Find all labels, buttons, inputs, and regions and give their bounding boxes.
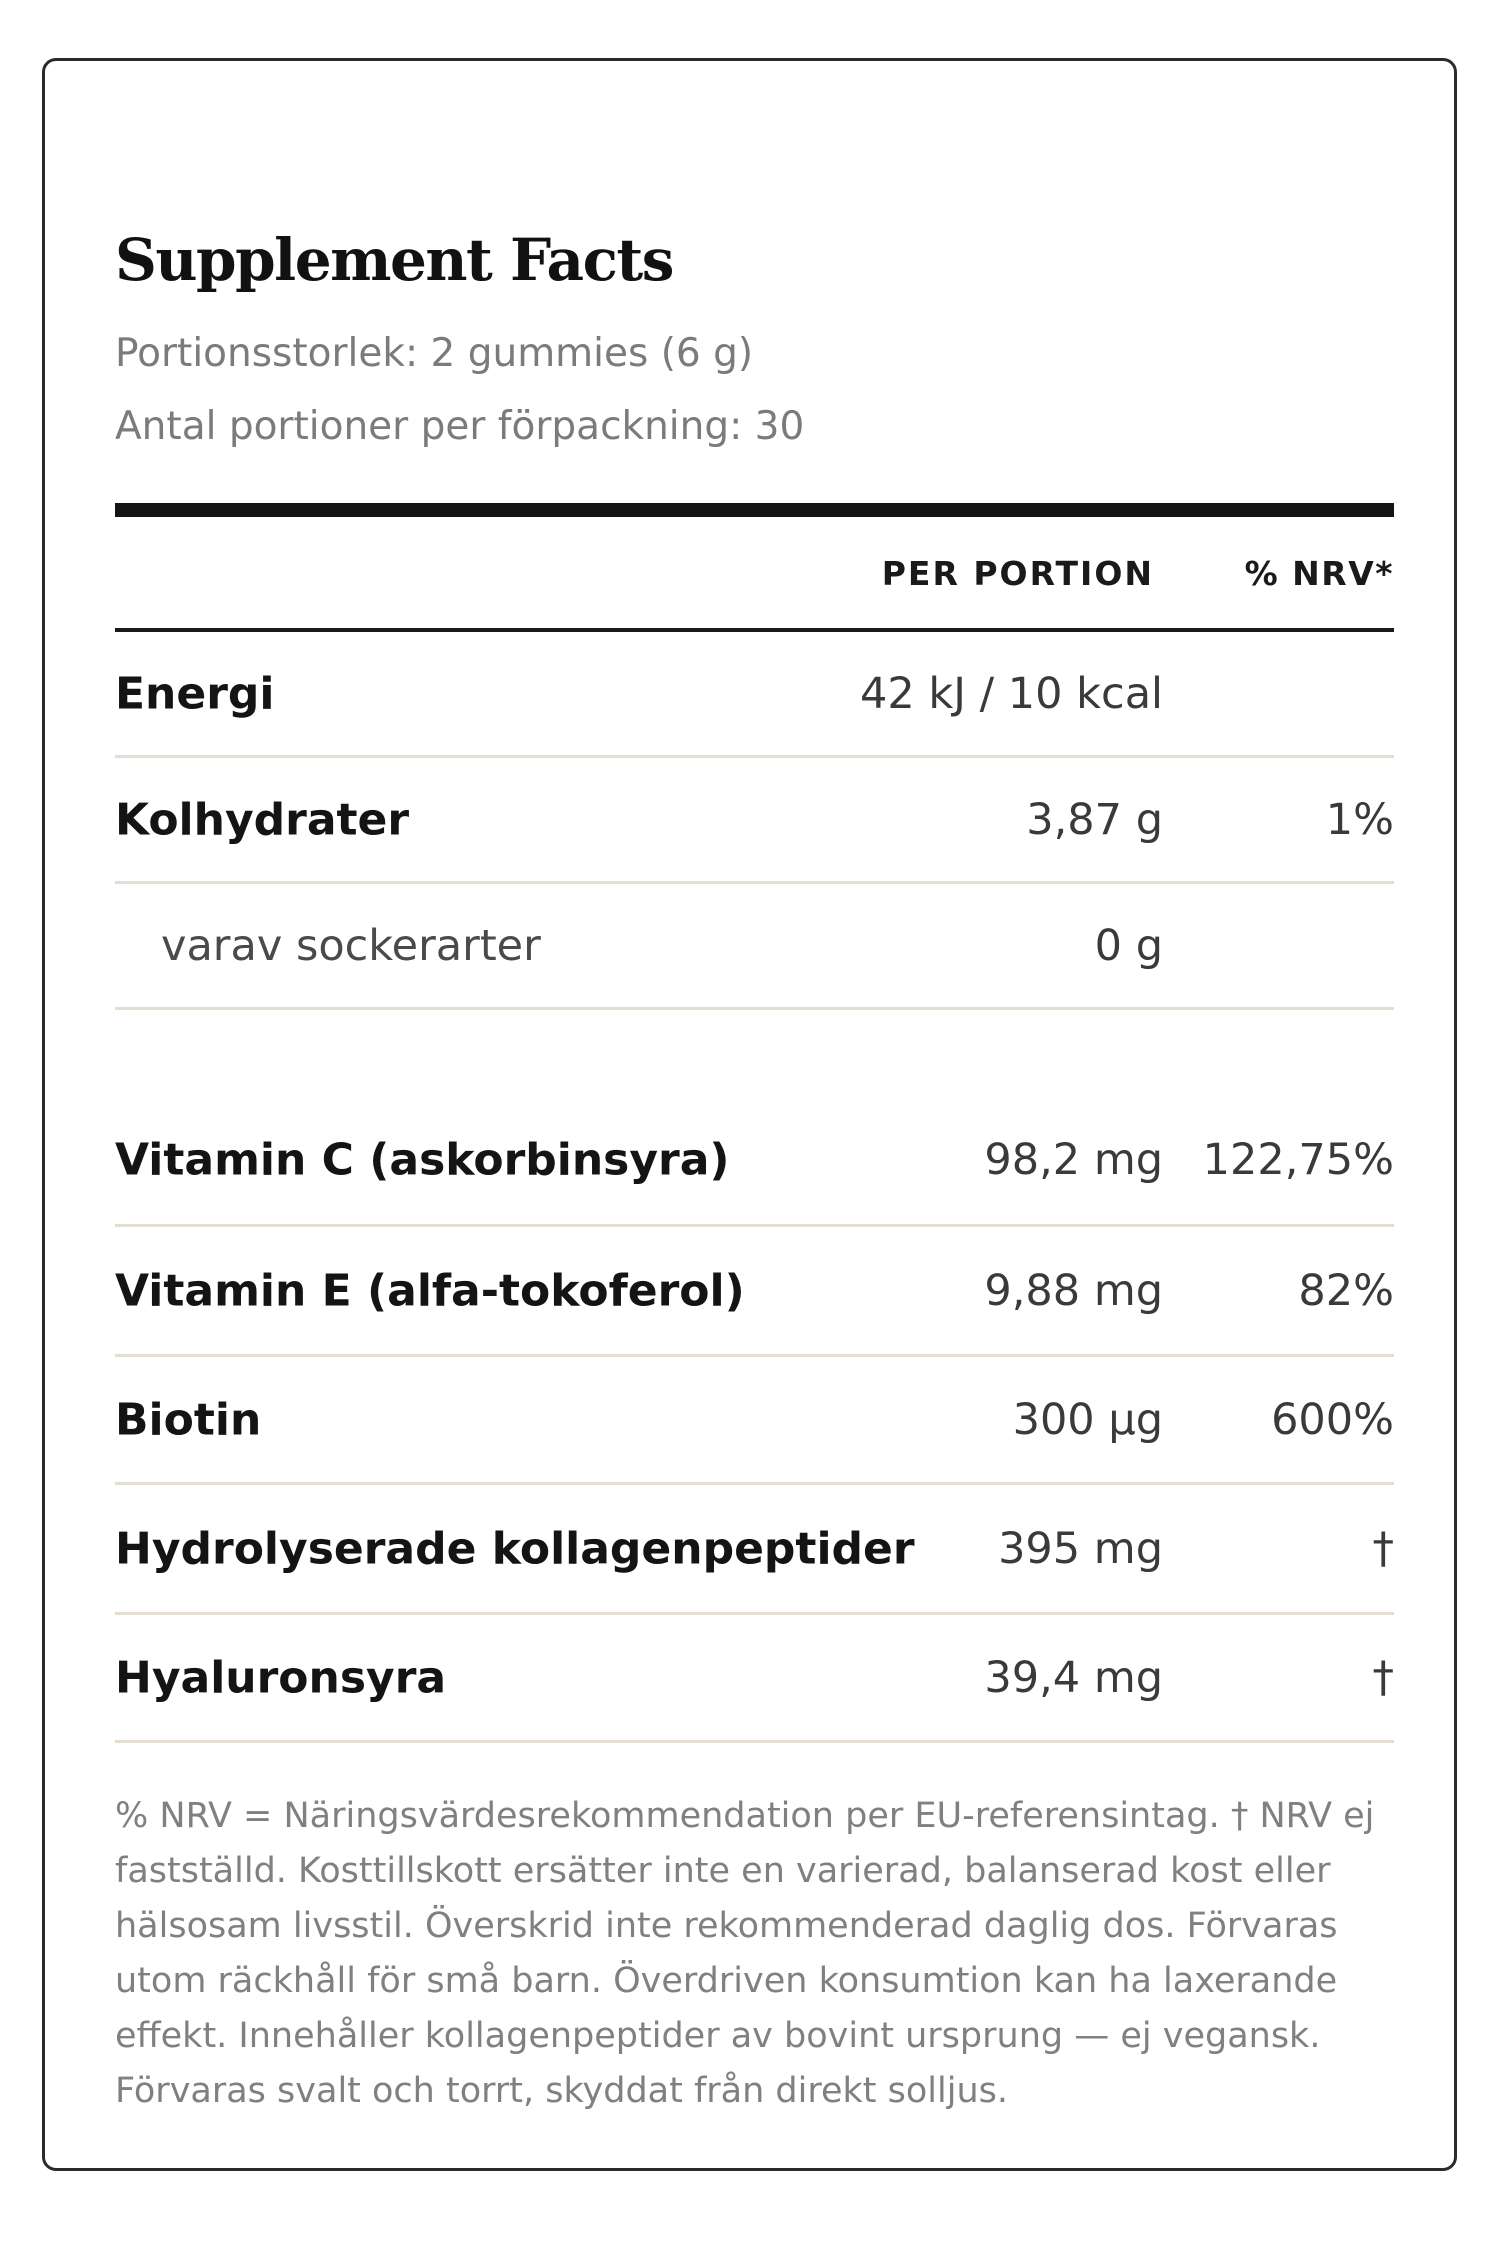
column-header-nrv: % NRV* [1244,554,1394,593]
thick-divider [115,503,1394,517]
table-row-kollagenpeptider [115,1485,1394,1615]
nutrient-amount: 39,4 mg [984,1652,1163,1703]
panel-title: Supplement Facts [115,226,673,294]
supplement-facts-panel [42,58,1457,2171]
column-header-per-portion: PER PORTION [881,554,1154,593]
nutrient-amount: 3,87 g [1026,794,1163,845]
nutrient-name: Kolhydrater [115,794,410,845]
nutrient-name: varav sockerarter [161,920,541,971]
nutrient-name: Vitamin C (askorbinsyra) [115,1134,730,1186]
table-row-energi [115,632,1394,758]
nutrient-nrv: † [1372,1523,1394,1574]
nutrient-nrv: 82% [1298,1265,1394,1316]
nutrient-amount: 98,2 mg [984,1135,1163,1185]
nutrient-name: Energi [115,668,275,719]
servings-per-container: Antal portioner per förpackning: 30 [115,404,805,449]
nutrient-nrv: 1% [1325,794,1394,845]
table-row-sockerarter [115,884,1394,1010]
nutrient-name: Vitamin E (alfa-tokoferol) [115,1265,745,1316]
nutrient-nrv: 600% [1271,1394,1394,1445]
nutrient-amount: 42 kJ / 10 kcal [859,668,1163,719]
nutrient-amount: 0 g [1094,920,1163,971]
table-row-vitamin-c [115,1096,1394,1227]
nutrient-amount: 9,88 mg [984,1265,1163,1316]
nutrient-nrv: † [1372,1652,1394,1703]
table-row-hyaluronsyra [115,1615,1394,1743]
footnote: % NRV = Näringsvärdesrekommendation per EU-referensintag. † NRV ej fastställd. Kosttillskott ersätter inte en varierad, balanserad kost eller hälsosam livsstil. Överskrid inte rekommenderad daglig dos. Förvaras utom räckhåll för små barn. Överdriven konsumtion kan ha laxerande effekt. Innehåller kollagenpeptider av bovint ursprung — ej vegansk. Förvaras svalt och torrt, skyddat från direkt solljus. [115,1796,1375,2111]
nutrient-nrv: 122,75% [1202,1135,1394,1185]
table-row-vitamin-e [115,1227,1394,1357]
nutrient-amount: 300 µg [1012,1394,1163,1445]
nutrient-name: Biotin [115,1394,262,1445]
nutrient-name: Hyaluronsyra [115,1652,447,1703]
nutrient-name: Hydrolyserade kollagenpeptider [115,1523,915,1574]
table-row-kolhydrater [115,758,1394,884]
serving-size: Portionsstorlek: 2 gummies (6 g) [115,331,754,376]
nutrient-amount: 395 mg [998,1523,1163,1574]
table-row-biotin [115,1357,1394,1485]
